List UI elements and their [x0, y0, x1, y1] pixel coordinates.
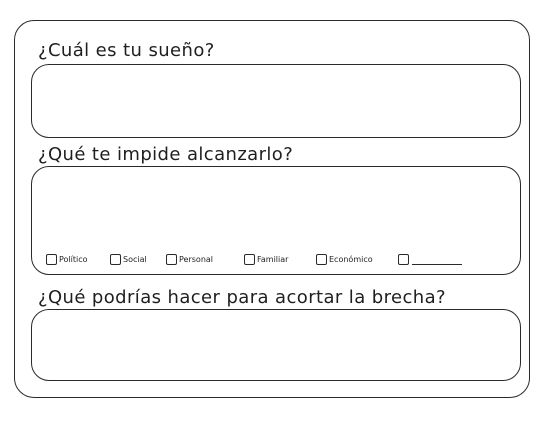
option-label-personal: Personal	[179, 255, 214, 264]
question-close-gap: ¿Qué podrías hacer para acortar la brecha?	[38, 287, 446, 308]
checkbox-personal[interactable]	[166, 254, 177, 265]
checkbox-other[interactable]	[398, 254, 409, 265]
answer-box-dream[interactable]	[31, 64, 521, 138]
option-personal[interactable]	[166, 254, 213, 265]
checkbox-social[interactable]	[110, 254, 121, 265]
option-familiar[interactable]	[244, 254, 288, 265]
checkbox-economico[interactable]	[316, 254, 327, 265]
option-other[interactable]	[398, 254, 462, 265]
answer-box-close-gap[interactable]	[31, 309, 521, 381]
checkbox-familiar[interactable]	[244, 254, 255, 265]
option-economico[interactable]	[316, 254, 373, 265]
option-social[interactable]	[110, 254, 147, 265]
option-politico[interactable]	[46, 254, 88, 265]
option-label-economico: Económico	[329, 255, 373, 264]
other-blank-line[interactable]	[412, 255, 462, 265]
question-obstacles: ¿Qué te impide alcanzarlo?	[38, 144, 294, 165]
question-dream: ¿Cuál es tu sueño?	[38, 40, 215, 61]
option-label-familiar: Familiar	[257, 255, 289, 264]
option-label-social: Social	[123, 255, 147, 264]
option-label-politico: Político	[59, 255, 88, 264]
checkbox-politico[interactable]	[46, 254, 57, 265]
